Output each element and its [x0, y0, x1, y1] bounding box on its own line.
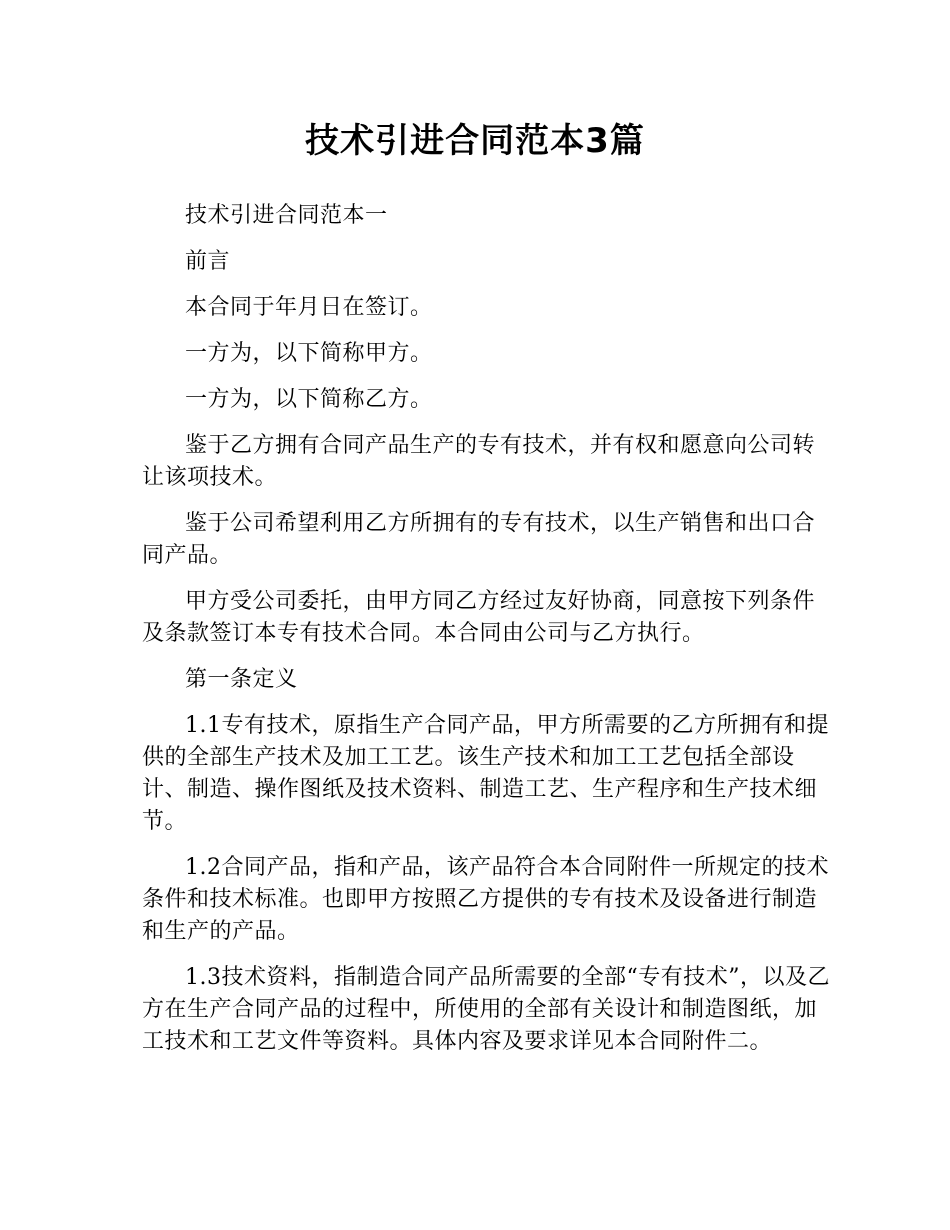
paragraph: 一方为，以下简称甲方。	[185, 341, 433, 366]
document-body	[142, 200, 832, 1072]
article-heading: 第一条定义	[185, 667, 298, 692]
clause: 1.2合同产品，指和产品，该产品符合本合同附件一所规定的技术条件和技术标准。也即甲方按照乙方提供的专有技术及设备进行制造和生产的产品。	[142, 855, 829, 944]
preface-heading: 前言	[185, 249, 231, 274]
paragraph: 鉴于公司希望利用乙方所拥有的专有技术，以生产销售和出口合同产品。	[142, 511, 816, 568]
paragraph: 一方为，以下简称乙方。	[185, 387, 433, 412]
paragraph: 鉴于乙方拥有合同产品生产的专有技术，并有权和愿意向公司转让该项技术。	[142, 433, 816, 490]
paragraph: 甲方受公司委托，由甲方同乙方经过友好协商，同意按下列条件及条款签订本专有技术合同。本合同由公司与乙方执行。	[142, 589, 816, 646]
paragraph: 本合同于年月日在签订。	[185, 295, 433, 320]
clause: 1.3技术资料，指制造合同产品所需要的全部“专有技术”，以及乙方在生产合同产品的过程中，所使用的全部有关设计和制造图纸，加工技术和工艺文件等资料。具体内容及要求详见本合同附件二。	[142, 965, 830, 1054]
section-heading: 技术引进合同范本一	[185, 203, 388, 228]
clause: 1.1专有技术，原指生产合同产品，甲方所需要的乙方所拥有和提供的全部生产技术及加工工艺。该生产技术和加工工艺包括全部设计、制造、操作图纸及技术资料、制造工艺、生产程序和生产技术细节。	[142, 713, 829, 834]
document-title: 技术引进合同范本3篇	[305, 121, 645, 161]
